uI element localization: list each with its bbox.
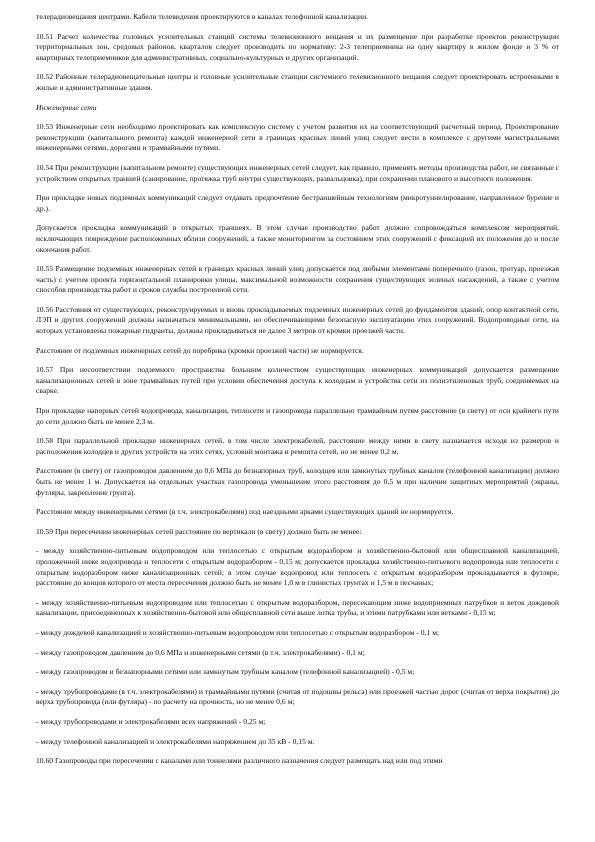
paragraph: Расстояние между инженерными сетями (в т.ч. электрокабелями) под наездными арками существующих зданий не нормируется. xyxy=(36,507,454,517)
paragraph: - между трубопроводами и электрокабелями всех напряжений - 0,25 м; xyxy=(36,716,266,726)
paragraph: 10.55 Размещение подземных инженерных сетей в границах красных линий улиц допускается под любыми элементами поперечного (газон, тротуар, проезжая часть) с учетом проекта горизонтальной планировки улицы, максимальной возможности сохранения существующих зеленых насаждений, а также с учетом способов производства работ и сроков службы построенной сети. xyxy=(36,264,559,295)
section-heading: Инженерные сети xyxy=(36,102,97,112)
paragraph: - между хозяйственно-питьевым водопроводом или теплосетью с открытым водоразбором и хозяйственно-бытовой или общесплавной канализацией, проложенной ниже водопровода и теплосети с открытым водоразбором - 0,15 м; допускается прокладка хозяйственно-питьевого водопровода или теплосети с открытым водоразбором ниже канализационных сетей; в этом случае водопровод или теплосеть с открытым водоразбором прокладывается в футляре, расстояние до концов которого от места пересечения должно быть не менее 1,0 м в глинистых грунтах и 1,5 м в песчаных; xyxy=(36,546,559,588)
paragraph: 10.51 Расчет количества головных усилительных станций системы телевизионного вещания и их размещение при разработке проектов реконструкции территориальных зон, средовых районов, кварталов следует производить по нормативу: 2-3 телеприемника на одну квартиру в жилом фонде и 3 % от квартирных телеприемников для административных, социально-культурных и других организаций. xyxy=(36,31,559,62)
paragraph: Допускается прокладка коммуникаций в открытых траншеях. В этом случае производство работ должно сопровождаться комплексом мероприятий, исключающих повреждение расположенных вблизи сооружений, а также мониторингом за состоянием этих сооружений с фиксацией их положения до и после окончания работ. xyxy=(36,223,559,254)
paragraph: 10.60 Газопроводы при пересечении с каналами или тоннелями различного назначения следует размещать над или под этими xyxy=(36,756,443,766)
paragraph: Расстояние (в свету) от газопроводов давлением до 0,6 МПа до безнапорных труб, колодцев или замкнутых трубных каналов (телефонной канализации) должно быть не менее 1 м. Допускается на отдельных участках газопровода уменьшение этого расстояния до 0,5 м при наличии защитных мероприятий (экраны, футляры, закрепление грунта). xyxy=(36,466,559,497)
paragraph: 10.58 При параллельной прокладке инженерных сетей, в том числе электрокабелей, расстояние между ними в свету назначается исходя из размеров и расположения колодцев и других устройств на этих сетях, условий монтажа и ремонта сетей, но не менее 0,2 м. xyxy=(36,436,559,456)
paragraph: - между газопроводом давлением до 0,6 МПа и инженерными сетями (в т.ч. электрокабелями) - 0,1 м; xyxy=(36,647,365,657)
paragraph: При прокладке новых подземных коммуникаций следует отдавать предпочтение бестраншейным технологиям (микротуннелирование, направленное бурение и др.). xyxy=(36,193,559,213)
paragraph: 10.53 Инженерные сети необходимо проектировать как комплексную систему с учетом развития их на соответствующий расчетный период. Проектирование реконструкции (капитального ремонта) каждой инженерной сети в границах красных линий улиц следует вести в комплексе с другими магистральными инженерными сетями, дорогами и трамвайными путями. xyxy=(36,122,559,153)
paragraph: - между газопроводом и безнапорными сетями или замкнутым трубным каналом (телефонной канализацией) - 0,5 м; xyxy=(36,667,415,677)
paragraph: 10.52 Районные телерадиовещательные центры и головные усилительные станции системного телевизионного вещания следует проектировать встроенными в жилые и административные здания. xyxy=(36,72,559,92)
paragraph: - между дождевой канализацией и хозяйственно-питьевым водопроводом или теплосетью с открытым водоразбором - 0,1 м; xyxy=(36,627,440,637)
paragraph: 10.59 При пересечении инженерных сетей расстояние по вертикали (в свету) должно быть не менее: xyxy=(36,526,362,536)
paragraph: 10.54 При реконструкции (капитальном ремонте) существующих инженерных сетей следует, как правило, применять методы производства работ, не связанные с устройством открытых траншей (санирование, протяжка труб внутри существующих, развальцовка), при сохранении планового и высотного положения. xyxy=(36,162,559,183)
paragraph: - между телефонной канализацией и электрокабелями напряжением до 35 кВ - 0,15 м. xyxy=(36,736,315,746)
paragraph: телерадиовещания центрами. Кабели телевидения проектируются в каналах телефонной канализации. xyxy=(36,12,369,21)
paragraph: - между хозяйственно-питьевым водопроводом или теплосетью с открытым водоразбором, пересекающим ниже водоприемных патрубков и веток дождевой канализации, присоединенных к хозяйственно-бытовой или общесплавной сети выше лотка трубы, и этими патрубками или ветками - 0,15 м; xyxy=(36,597,559,618)
paragraph: Расстояние от подземных инженерных сетей до поребрика (кромки проезжей части) не нормируется. xyxy=(36,345,364,355)
paragraph: При прокладке напорных сетей водопровода, канализации, теплосети и газопровода параллельно трамвайным путям расстояние (в свету) от оси крайнего пути до сети должно быть не менее 2,3 м. xyxy=(36,406,559,426)
paragraph: 10.56 Расстояния от существующих, реконструируемых и вновь прокладываемых подземных инженерных сетей до фундаментов зданий, опор контактной сети, ЛЭП и других сооружений должны назначаться минимальными, но обеспечивающими безопасную эксплуатацию этих сооружений. Водопроводные сети, на которых установлены пожарные гидранты, должны прокладываться не далее 3 метров от кромки проезжей части. xyxy=(36,304,559,336)
paragraph: 10.57 При несоответствии подземного пространства большим количеством существующих инженерных коммуникаций допускается размещение канализационных сетей в зоне трамвайных путей при условии обеспечения доступа к колодцам и устройства сети из полиэтиленовых труб, соединяемых на сварке. xyxy=(36,365,559,396)
paragraph: - между трубопроводами (в т.ч. электрокабелями) и трамвайными путями (считая от подошвы рельса) или проезжей частью дорог (считая от верха покрытия) до верха трубопровода (или футляра) - по расчету на прочность, но не менее 0,6 м; xyxy=(36,686,559,707)
